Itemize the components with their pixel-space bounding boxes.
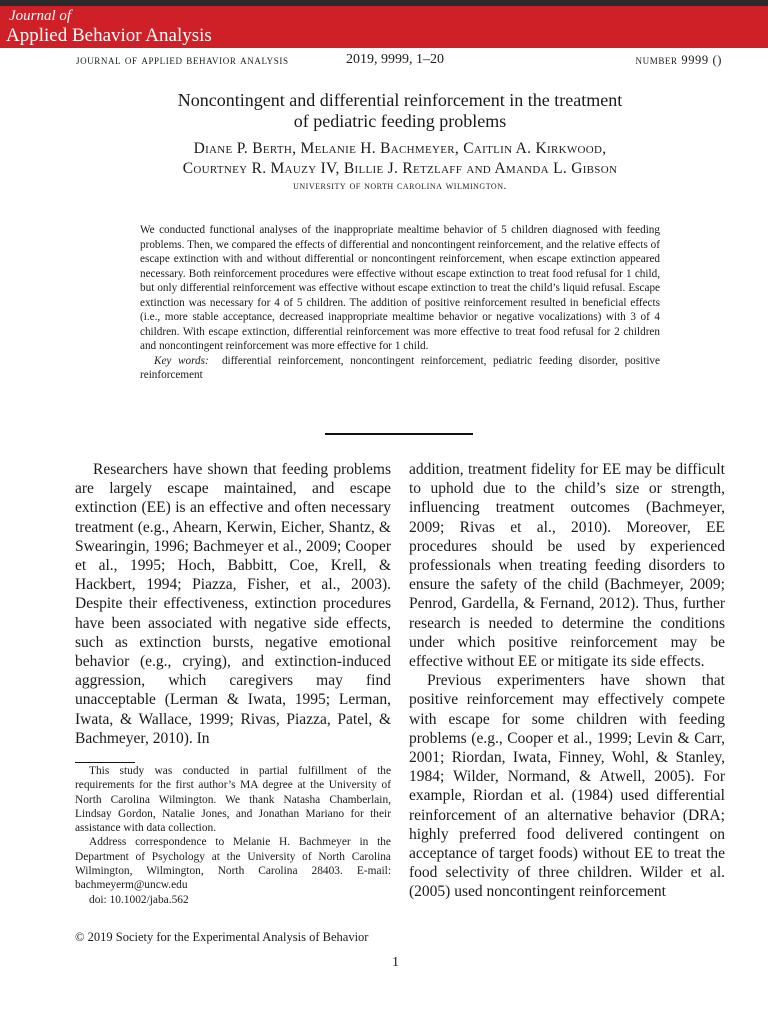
article-title <box>100 90 700 132</box>
journal-logo-line2: Applied Behavior Analysis <box>6 25 212 46</box>
body-column-left <box>75 460 391 748</box>
footnote-divider <box>75 762 135 763</box>
copyright-notice: © 2019 Society for the Experimental Analysis of Behavior <box>75 930 369 944</box>
footnote-acknowledgment: This study was conducted in partial fulfillment of the requirements for the first author’s MA degree at the University of North Carolina Wilmington. We thank Natasha Chamberlain, Lindsay Gordon, Natalie Jones, and Jonathan Mariano for their assistance with data collection. <box>75 765 391 835</box>
footnote-doi: doi: 10.1002/jaba.562 <box>89 893 189 906</box>
running-head-volume: 2019, 9999, 1–20 <box>346 52 444 67</box>
author-list <box>100 139 700 179</box>
body-column-right <box>409 460 725 902</box>
title-line-1: Noncontingent and differential reinforcement in the treatment <box>177 90 623 110</box>
authors-line-1: Diane P. Berth, Melanie H. Bachmeyer, Caitlin A. Kirkwood, <box>193 140 607 157</box>
affiliation: university of north carolina wilmington. <box>293 180 507 192</box>
section-divider <box>325 433 473 435</box>
abstract-text: We conducted functional analyses of the inappropriate mealtime behavior of 5 children diagnosed with feeding problems. Then, we compared the effects of differential and noncontingent reinforcement, and the relative effects of escape extinction with and without differential or noncontingent reinforcement, when escape extinction appeared necessary. Both reinforcement procedures were effective without escape extinction to treat food refusal for 1 child, but only differential reinforcement was effective without escape extinction to treat the child’s liquid refusal. Escape extinction was necessary for 4 of 5 children. The addition of positive reinforcement resulted in beneficial effects (i.e., more stable acceptance, decreased inappropriate mealtime behavior or negative vocalizations) with 3 of 4 children. With escape extinction, differential reinforcement was more effective to treat food refusal for 2 children and noncontingent reinforcement was more effective for 1 child. <box>140 224 660 352</box>
journal-logo-line1: Journal of <box>9 8 72 24</box>
keywords <box>140 354 660 383</box>
journal-logo-banner <box>0 6 768 48</box>
keywords-list: differential reinforcement, noncontingent reinforcement, pediatric feeding disorder, positive reinforcement <box>140 354 660 381</box>
body-paragraph: addition, treatment fidelity for EE may be difficult to uphold due to the child’s size or strength, influencing treatment outcomes (Bachmeyer, 2009; Rivas et al., 2010). Moreover, EE procedures should be used by experienced professionals when treating feeding disorders to ensure the safety of the child (Bachmeyer, 2009; Penrod, Gardella, & Fernand, 2012). Thus, further research is needed to determine the conditions under which positive reinforcement may be effective without EE or mitigate its side effects. <box>409 461 725 671</box>
running-head-journal: journal of applied behavior analysis <box>76 53 289 67</box>
running-head-number: number 9999 () <box>635 53 722 67</box>
keywords-label: Key words: <box>154 354 209 367</box>
footnote-correspondence: Address correspondence to Melanie H. Bachmeyer in the Department of Psychology at the University of North Carolina Wilmington, Wilmington, North Carolina 28403. E-mail: bachmeyerm@uncw.edu <box>75 836 391 892</box>
authors-line-2: Courtney R. Mauzy IV, Billie J. Retzlaff and Amanda L. Gibson <box>182 160 618 177</box>
body-paragraph: Previous experimenters have shown that positive reinforcement may effectively compete with escape for some children with feeding problems (e.g., Cooper et al., 1999; Levin & Carr, 2001; Riordan, Iwata, Finney, Wohl, & Stanley, 1984; Wilder, Normand, & Atwell, 2005). For example, Riordan et al. (1984) used differential reinforcement of an alternative behavior (DRA; highly preferred food delivered contingent on acceptance of target foods) without EE to treat the food selectivity of three children. Wilder et al. (2005) used noncontingent reinforcement <box>409 672 725 901</box>
title-line-2: of pediatric feeding problems <box>293 111 507 131</box>
abstract <box>140 223 660 383</box>
body-paragraph: Researchers have shown that feeding problems are largely escape maintained, and escape extinction (EE) is an effective and often necessary treatment (e.g., Ahearn, Kerwin, Eicher, Shantz, & Swearingin, 1996; Bachmeyer et al., 2009; Cooper et al., 1995; Hoch, Babbitt, Coe, Krell, & Hackbert, 1994; Piazza, Fisher, et al., 2003). Despite their effectiveness, extinction procedures have been associated with negative side effects, such as extinction bursts, negative emotional behavior (e.g., crying), and extinction-induced aggression, which caregivers may find unacceptable (Lerman & Iwata, 1995; Lerman, Iwata, & Wallace, 1999; Rivas, Piazza, Patel, & Bachmeyer, 2010). In <box>75 461 391 747</box>
page-number: 1 <box>392 955 399 970</box>
footnotes <box>75 764 391 907</box>
